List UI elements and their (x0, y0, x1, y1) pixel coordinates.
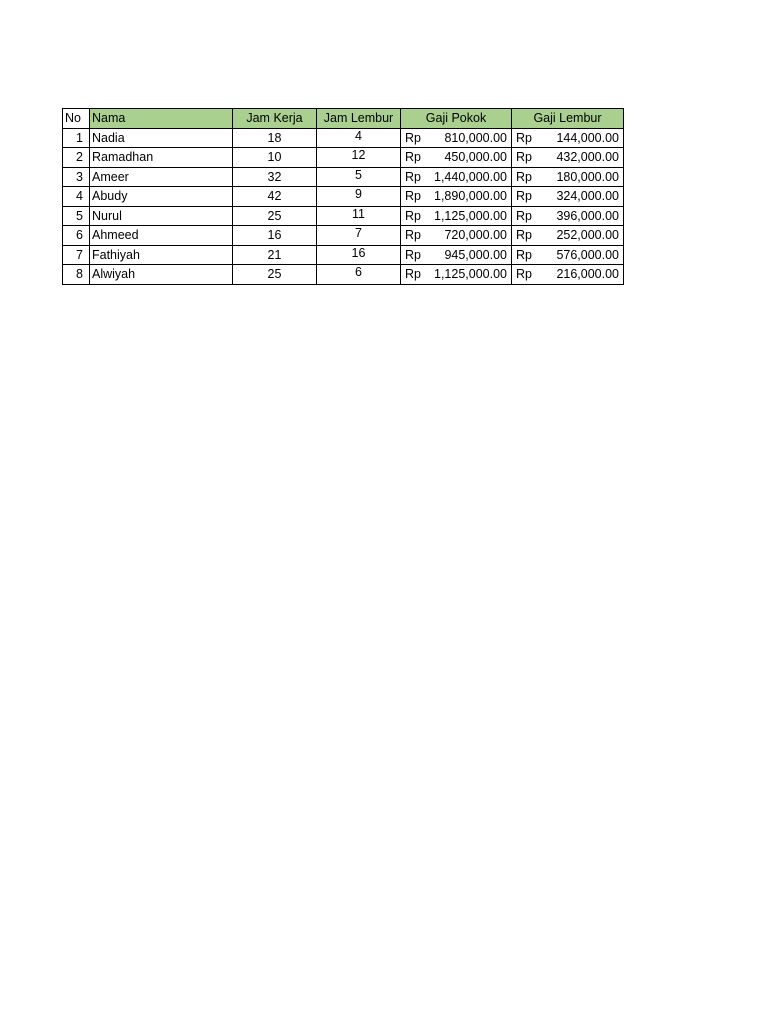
gaji-pokok-value: 1,890,000.00 (434, 189, 507, 204)
cell-jam-lembur-value: 4 (355, 128, 362, 143)
cell-jam-kerja[interactable]: 16 (233, 226, 317, 246)
gaji-lembur-value: 324,000.00 (556, 189, 619, 204)
cell-jam-lembur[interactable] (317, 226, 401, 246)
table-row (63, 148, 624, 168)
header-gaji-pokok[interactable]: Gaji Pokok (401, 109, 512, 129)
cell-gaji-pokok[interactable] (401, 148, 512, 168)
cell-jam-lembur-value: 11 (352, 206, 365, 221)
header-gaji-lembur[interactable]: Gaji Lembur (512, 109, 624, 129)
gaji-lembur-value: 576,000.00 (556, 247, 619, 262)
gaji-pokok-value: 450,000.00 (444, 150, 507, 165)
gaji-pokok-value: 945,000.00 (444, 247, 507, 262)
cell-nama[interactable]: Nadia (90, 128, 233, 148)
cell-jam-lembur[interactable] (317, 206, 401, 226)
cell-gaji-lembur[interactable] (512, 167, 624, 187)
cell-nama[interactable]: Alwiyah (90, 265, 233, 285)
table-row (63, 128, 624, 148)
cell-jam-lembur[interactable] (317, 245, 401, 265)
gaji-pokok-value: 720,000.00 (444, 228, 507, 243)
cell-jam-lembur-value: 5 (355, 167, 362, 182)
cell-jam-lembur[interactable] (317, 148, 401, 168)
cell-nama[interactable]: Ramadhan (90, 148, 233, 168)
cell-gaji-lembur[interactable] (512, 265, 624, 285)
header-row (63, 109, 624, 129)
cell-gaji-pokok[interactable] (401, 167, 512, 187)
gaji-lembur-value: 144,000.00 (556, 130, 619, 145)
currency-label: Rp (405, 267, 421, 282)
salary-table (62, 108, 624, 285)
cell-gaji-lembur[interactable] (512, 148, 624, 168)
cell-jam-kerja[interactable]: 25 (233, 265, 317, 285)
cell-no[interactable]: 3 (63, 167, 90, 187)
cell-jam-kerja[interactable]: 42 (233, 187, 317, 207)
gaji-lembur-value: 216,000.00 (556, 267, 619, 282)
cell-jam-kerja[interactable]: 18 (233, 128, 317, 148)
cell-no[interactable]: 5 (63, 206, 90, 226)
cell-jam-kerja[interactable]: 21 (233, 245, 317, 265)
currency-label: Rp (405, 169, 421, 184)
currency-label: Rp (516, 228, 532, 243)
cell-no[interactable]: 2 (63, 148, 90, 168)
cell-nama[interactable]: Fathiyah (90, 245, 233, 265)
table-row (63, 167, 624, 187)
gaji-pokok-value: 1,125,000.00 (434, 267, 507, 282)
cell-gaji-pokok[interactable] (401, 265, 512, 285)
currency-label: Rp (405, 150, 421, 165)
header-no[interactable]: No (63, 109, 90, 129)
currency-label: Rp (516, 267, 532, 282)
cell-jam-lembur-value: 16 (351, 245, 366, 260)
cell-no[interactable]: 1 (63, 128, 90, 148)
cell-gaji-lembur[interactable] (512, 206, 624, 226)
gaji-lembur-value: 252,000.00 (556, 228, 619, 243)
cell-nama[interactable]: Ahmeed (90, 226, 233, 246)
cell-jam-lembur[interactable] (317, 187, 401, 207)
cell-jam-lembur[interactable] (317, 265, 401, 285)
gaji-lembur-value: 396,000.00 (556, 208, 619, 223)
currency-label: Rp (405, 130, 421, 145)
gaji-pokok-value: 810,000.00 (444, 130, 507, 145)
currency-label: Rp (405, 247, 421, 262)
currency-label: Rp (516, 247, 532, 262)
cell-no[interactable]: 7 (63, 245, 90, 265)
currency-label: Rp (516, 150, 532, 165)
currency-label: Rp (405, 228, 421, 243)
header-jam-lembur[interactable]: Jam Lembur (317, 109, 401, 129)
cell-gaji-pokok[interactable] (401, 187, 512, 207)
cell-jam-lembur-value: 9 (355, 187, 362, 202)
table-row (63, 226, 624, 246)
cell-gaji-lembur[interactable] (512, 245, 624, 265)
cell-jam-lembur[interactable] (317, 167, 401, 187)
cell-jam-lembur-value: 7 (355, 226, 362, 241)
cell-jam-lembur-value: 12 (351, 148, 366, 163)
cell-jam-kerja[interactable]: 32 (233, 167, 317, 187)
gaji-lembur-value: 180,000.00 (556, 169, 619, 184)
currency-label: Rp (405, 208, 421, 223)
cell-gaji-pokok[interactable] (401, 226, 512, 246)
cell-gaji-pokok[interactable] (401, 245, 512, 265)
gaji-pokok-value: 1,125,000.00 (434, 208, 507, 223)
currency-label: Rp (405, 189, 421, 204)
cell-gaji-lembur[interactable] (512, 226, 624, 246)
cell-no[interactable]: 6 (63, 226, 90, 246)
cell-jam-lembur-value: 6 (355, 265, 362, 280)
header-jam-kerja[interactable]: Jam Kerja (233, 109, 317, 129)
gaji-pokok-value: 1,440,000.00 (434, 169, 507, 184)
cell-nama[interactable]: Ameer (90, 167, 233, 187)
cell-gaji-lembur[interactable] (512, 187, 624, 207)
table-body (63, 128, 624, 284)
currency-label: Rp (516, 130, 532, 145)
cell-jam-lembur[interactable] (317, 128, 401, 148)
cell-nama[interactable]: Abudy (90, 187, 233, 207)
cell-gaji-pokok[interactable] (401, 206, 512, 226)
table-row (63, 265, 624, 285)
header-nama[interactable]: Nama (90, 109, 233, 129)
cell-no[interactable]: 4 (63, 187, 90, 207)
table-row (63, 206, 624, 226)
cell-nama[interactable]: Nurul (90, 206, 233, 226)
gaji-lembur-value: 432,000.00 (556, 150, 619, 165)
table-row (63, 187, 624, 207)
cell-gaji-lembur[interactable] (512, 128, 624, 148)
currency-label: Rp (516, 169, 532, 184)
currency-label: Rp (516, 208, 532, 223)
table-row (63, 245, 624, 265)
cell-gaji-pokok[interactable] (401, 128, 512, 148)
cell-jam-kerja[interactable]: 10 (233, 148, 317, 168)
currency-label: Rp (516, 189, 532, 204)
cell-jam-kerja[interactable]: 25 (233, 206, 317, 226)
cell-no[interactable]: 8 (63, 265, 90, 285)
